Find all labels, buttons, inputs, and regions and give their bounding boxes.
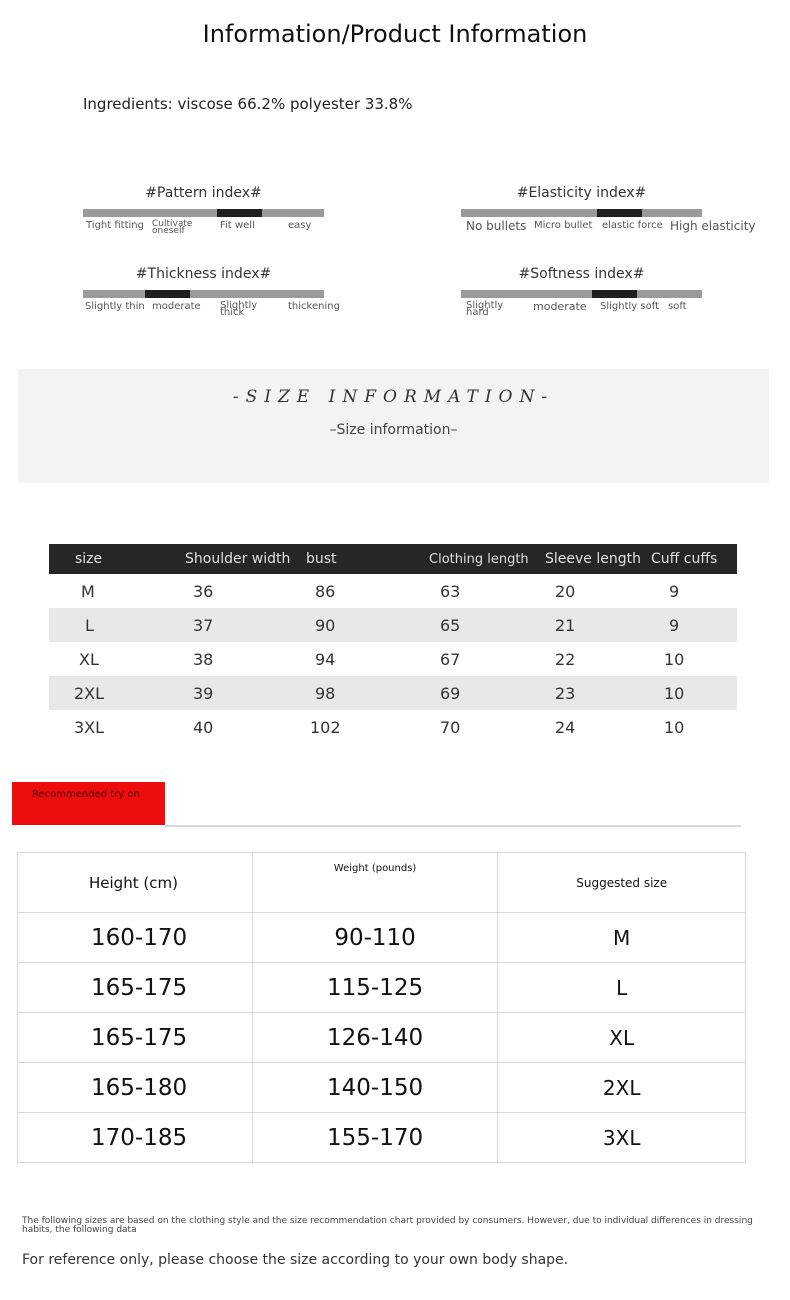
table-cell: 10 bbox=[649, 676, 737, 710]
table-cell: 2XL bbox=[49, 676, 175, 710]
index-label: Slightly thick bbox=[220, 300, 258, 318]
size-information-banner bbox=[18, 369, 769, 483]
index-label: Tight fitting bbox=[86, 220, 144, 231]
table-row bbox=[49, 710, 737, 744]
table-cell: 23 bbox=[536, 676, 649, 710]
table-cell: 20 bbox=[555, 581, 576, 601]
index-marker bbox=[592, 290, 637, 298]
column-header: Weight (pounds) bbox=[252, 853, 498, 913]
table-cell: 10 bbox=[664, 717, 685, 737]
table-cell: 36 bbox=[193, 581, 214, 601]
table-cell: 2XL bbox=[498, 1063, 746, 1113]
elasticity-index bbox=[461, 183, 756, 241]
table-row bbox=[49, 574, 737, 608]
index-title: #Elasticity index# bbox=[516, 185, 647, 201]
table-cell: XL bbox=[498, 1013, 746, 1063]
table-row bbox=[18, 1113, 746, 1163]
index-label: elastic force bbox=[602, 220, 663, 231]
column-header: size bbox=[49, 544, 175, 574]
table-cell: 115-125 bbox=[252, 963, 498, 1013]
index-label: Fit well bbox=[220, 220, 255, 231]
table-cell: L bbox=[49, 608, 175, 642]
table-row bbox=[18, 1063, 746, 1113]
table-cell: 98 bbox=[300, 676, 421, 710]
table-cell: M bbox=[81, 581, 95, 601]
table-cell: 90 bbox=[300, 608, 421, 642]
table-row bbox=[18, 913, 746, 963]
softness-index bbox=[461, 264, 702, 322]
size-table-header bbox=[49, 544, 737, 574]
table-cell: 155-170 bbox=[252, 1113, 498, 1163]
table-cell: 38 bbox=[193, 649, 214, 669]
recommended-badge bbox=[12, 782, 165, 825]
index-label: No bullets bbox=[466, 219, 527, 233]
index-label: moderate bbox=[152, 301, 201, 312]
column-header: Suggested size bbox=[498, 853, 746, 913]
table-row bbox=[49, 642, 737, 676]
table-cell: M bbox=[498, 913, 746, 963]
index-marker bbox=[217, 209, 262, 217]
index-label: High elasticity bbox=[670, 219, 756, 233]
table-cell: 3XL bbox=[498, 1113, 746, 1163]
index-label: Slightly thin bbox=[85, 301, 145, 312]
recommended-badge-label: Recommended try on bbox=[32, 789, 140, 800]
table-cell: 39 bbox=[175, 676, 300, 710]
table-cell: 160-170 bbox=[18, 913, 253, 963]
table-cell: 165-175 bbox=[18, 963, 253, 1013]
table-cell: 65 bbox=[421, 608, 536, 642]
table-cell: 90-110 bbox=[252, 913, 498, 963]
table-row bbox=[18, 1013, 746, 1063]
table-cell: L bbox=[498, 963, 746, 1013]
table-cell: 21 bbox=[536, 608, 649, 642]
column-header: Clothing length bbox=[421, 544, 536, 574]
table-cell: 126-140 bbox=[252, 1013, 498, 1063]
index-label: Slightly hard bbox=[466, 300, 504, 318]
thickness-index bbox=[83, 264, 340, 322]
table-cell: 86 bbox=[315, 581, 336, 601]
table-cell: 170-185 bbox=[18, 1113, 253, 1163]
index-bar bbox=[461, 209, 702, 217]
column-header: bust bbox=[300, 544, 421, 574]
table-cell: 3XL bbox=[74, 717, 105, 737]
table-cell: 67 bbox=[440, 649, 461, 669]
table-cell: 70 bbox=[440, 717, 461, 737]
index-bar bbox=[83, 290, 324, 298]
table-row bbox=[49, 676, 737, 710]
ingredients-text: Ingredients: viscose 66.2% polyester 33.8% bbox=[83, 95, 413, 113]
index-label: Cultivate oneself bbox=[152, 219, 193, 236]
table-cell: 40 bbox=[193, 717, 214, 737]
index-label: moderate bbox=[533, 300, 587, 313]
pattern-index bbox=[83, 183, 324, 241]
column-header: Shoulder width bbox=[175, 544, 300, 574]
index-label: Slightly soft bbox=[600, 301, 659, 312]
table-cell: 9 bbox=[669, 581, 680, 601]
table-cell: 102 bbox=[310, 717, 341, 737]
index-title: #Thickness index# bbox=[135, 266, 272, 282]
index-label: soft bbox=[668, 301, 687, 312]
table-cell: 9 bbox=[649, 608, 737, 642]
table-cell: 165-180 bbox=[18, 1063, 253, 1113]
index-bar bbox=[83, 209, 324, 217]
table-row bbox=[18, 963, 746, 1013]
index-title: #Pattern index# bbox=[145, 185, 262, 201]
disclaimer-text: The following sizes are based on the clothing style and the size recommendation chart provided by consumers. However, due to individual differences in dressing habits, the following data bbox=[22, 1216, 753, 1235]
size-recommendation-table bbox=[17, 852, 746, 1163]
column-header: Sleeve length bbox=[536, 544, 649, 574]
size-table bbox=[49, 544, 737, 744]
table-cell: XL bbox=[79, 649, 99, 669]
page-title: Information/Product Information bbox=[202, 20, 588, 48]
index-bar bbox=[461, 290, 702, 298]
index-marker bbox=[145, 290, 190, 298]
index-title: #Softness index# bbox=[518, 266, 645, 282]
table-cell: 140-150 bbox=[252, 1063, 498, 1113]
index-label: thickening bbox=[288, 301, 340, 312]
divider bbox=[165, 825, 741, 827]
size-information-subtitle: –Size information– bbox=[329, 422, 458, 438]
table-cell: 24 bbox=[555, 717, 576, 737]
table-cell: 37 bbox=[175, 608, 300, 642]
table-cell: 165-175 bbox=[18, 1013, 253, 1063]
index-label: easy bbox=[288, 220, 312, 231]
table-cell: 63 bbox=[440, 581, 461, 601]
table-cell: 69 bbox=[421, 676, 536, 710]
table-cell: 94 bbox=[315, 649, 336, 669]
index-label: Micro bullet bbox=[534, 220, 593, 231]
column-header: Height (cm) bbox=[18, 853, 253, 913]
table-cell: 10 bbox=[664, 649, 685, 669]
reference-note: For reference only, please choose the size according to your own body shape. bbox=[22, 1252, 569, 1268]
recommendation-header bbox=[18, 853, 746, 913]
size-information-title: -SIZE INFORMATION- bbox=[232, 387, 555, 407]
column-header: Cuff cuffs bbox=[649, 544, 737, 574]
table-row bbox=[49, 608, 737, 642]
table-cell: 22 bbox=[555, 649, 576, 669]
index-marker bbox=[597, 209, 642, 217]
